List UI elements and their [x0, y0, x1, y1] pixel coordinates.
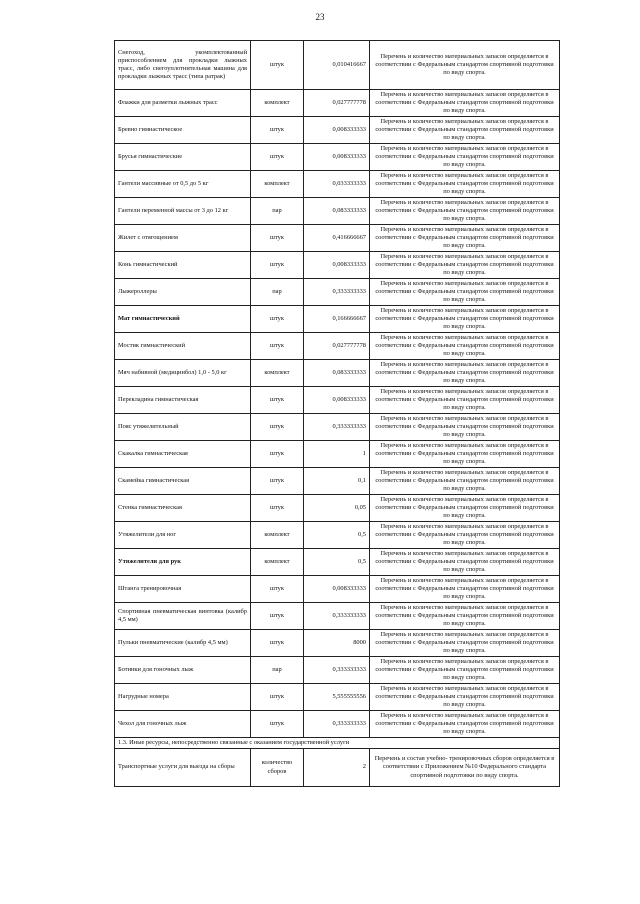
- page-number: 23: [315, 12, 325, 22]
- item-note: Перечень и состав учебно- тренировочных сборов определяется в соответствии с Приложением №10 Федерального стандарта спортивной подготовки по виду спорта.: [370, 749, 560, 787]
- item-note: Перечень и количество материальных запасов определяется в соответствии с Федеральным стандартом спортивной подготовки по виду спорта.: [370, 360, 560, 387]
- item-unit: комплект: [251, 549, 304, 576]
- item-unit: штук: [251, 306, 304, 333]
- item-unit: пар: [251, 657, 304, 684]
- item-unit: штук: [251, 225, 304, 252]
- item-name: Ботинки для гоночных лыж: [115, 657, 251, 684]
- item-quantity: 0,1: [304, 468, 370, 495]
- item-quantity: 0,333333333: [304, 711, 370, 738]
- item-name: Мат гимнастический: [115, 306, 251, 333]
- item-note: Перечень и количество материальных запасов определяется в соответствии с Федеральным стандартом спортивной подготовки по виду спорта.: [370, 711, 560, 738]
- item-note: Перечень и количество материальных запасов определяется в соответствии с Федеральным стандартом спортивной подготовки по виду спорта.: [370, 387, 560, 414]
- item-unit: штук: [251, 576, 304, 603]
- item-name: Брусья гимнастические: [115, 144, 251, 171]
- table-row: [115, 90, 560, 117]
- item-unit: количество сборов: [251, 749, 304, 787]
- item-name: Транспортные услуги для выезда на сборы: [115, 749, 251, 787]
- item-name: Чехол для гоночных лыж: [115, 711, 251, 738]
- item-note: Перечень и количество материальных запасов определяется в соответствии с Федеральным стандартом спортивной подготовки по виду спорта.: [370, 441, 560, 468]
- item-quantity: 0,033333333: [304, 171, 370, 198]
- item-note: Перечень и количество материальных запасов определяется в соответствии с Федеральным стандартом спортивной подготовки по виду спорта.: [370, 684, 560, 711]
- table-row: [115, 495, 560, 522]
- item-name: Мяч набивной (медицинбол) 1,0 - 5,0 кг: [115, 360, 251, 387]
- item-quantity: 0,010416667: [304, 41, 370, 90]
- item-name: Утяжелители для рук: [115, 549, 251, 576]
- table-row: [115, 333, 560, 360]
- item-name: Жилет с отягощением: [115, 225, 251, 252]
- item-quantity: 5,555555556: [304, 684, 370, 711]
- item-note: Перечень и количество материальных запасов определяется в соответствии с Федеральным стандартом спортивной подготовки по виду спорта.: [370, 576, 560, 603]
- item-note: Перечень и количество материальных запасов определяется в соответствии с Федеральным стандартом спортивной подготовки по виду спорта.: [370, 549, 560, 576]
- item-quantity: 0,008333333: [304, 576, 370, 603]
- item-name: Гантели переменной массы от 3 до 12 кг: [115, 198, 251, 225]
- item-note: Перечень и количество материальных запасов определяется в соответствии с Федеральным стандартом спортивной подготовки по виду спорта.: [370, 144, 560, 171]
- table-row: [115, 711, 560, 738]
- item-unit: штук: [251, 603, 304, 630]
- item-unit: пар: [251, 198, 304, 225]
- item-note: Перечень и количество материальных запасов определяется в соответствии с Федеральным стандартом спортивной подготовки по виду спорта.: [370, 333, 560, 360]
- item-name: Гантели массивные от 0,5 до 5 кг: [115, 171, 251, 198]
- item-unit: пар: [251, 279, 304, 306]
- section-heading: 1.3. Иные ресурсы, непосредственно связанные с оказанием государственной услуги: [115, 738, 560, 749]
- item-name: Конь гимнастический: [115, 252, 251, 279]
- item-note: Перечень и количество материальных запасов определяется в соответствии с Федеральным стандартом спортивной подготовки по виду спорта.: [370, 117, 560, 144]
- item-unit: штук: [251, 684, 304, 711]
- item-unit: комплект: [251, 90, 304, 117]
- table-row: [115, 41, 560, 90]
- item-unit: штук: [251, 414, 304, 441]
- item-quantity: 0,5: [304, 549, 370, 576]
- item-quantity: 0,083333333: [304, 360, 370, 387]
- table-row: [115, 171, 560, 198]
- table-row: [115, 414, 560, 441]
- item-unit: комплект: [251, 171, 304, 198]
- table-row: [115, 144, 560, 171]
- item-name: Мостик гимнастический: [115, 333, 251, 360]
- item-quantity: 0,333333333: [304, 657, 370, 684]
- item-quantity: 0,008333333: [304, 117, 370, 144]
- item-quantity: 0,166666667: [304, 306, 370, 333]
- resources-table-body: [115, 41, 560, 787]
- item-quantity: 0,5: [304, 522, 370, 549]
- item-note: Перечень и количество материальных запасов определяется в соответствии с Федеральным стандартом спортивной подготовки по виду спорта.: [370, 252, 560, 279]
- item-name: Пояс утяжелительный: [115, 414, 251, 441]
- table-row: [115, 576, 560, 603]
- item-quantity: 0,027777778: [304, 90, 370, 117]
- table-row: [115, 198, 560, 225]
- item-unit: штук: [251, 711, 304, 738]
- item-quantity: 0,333333333: [304, 603, 370, 630]
- item-quantity: 1: [304, 441, 370, 468]
- item-quantity: 8000: [304, 630, 370, 657]
- item-note: Перечень и количество материальных запасов определяется в соответствии с Федеральным стандартом спортивной подготовки по виду спорта.: [370, 171, 560, 198]
- item-unit: комплект: [251, 522, 304, 549]
- item-note: Перечень и количество материальных запасов определяется в соответствии с Федеральным стандартом спортивной подготовки по виду спорта.: [370, 198, 560, 225]
- table-row: [115, 630, 560, 657]
- item-unit: штук: [251, 387, 304, 414]
- item-name: Нагрудные номера: [115, 684, 251, 711]
- item-quantity: 0,027777778: [304, 333, 370, 360]
- item-quantity: 2: [304, 749, 370, 787]
- table-row: [115, 360, 560, 387]
- item-unit: штук: [251, 630, 304, 657]
- table-row: [115, 657, 560, 684]
- table-row: [115, 468, 560, 495]
- item-note: Перечень и количество материальных запасов определяется в соответствии с Федеральным стандартом спортивной подготовки по виду спорта.: [370, 603, 560, 630]
- item-note: Перечень и количество материальных запасов определяется в соответствии с Федеральным стандартом спортивной подготовки по виду спорта.: [370, 279, 560, 306]
- section-heading-row: [115, 738, 560, 749]
- item-quantity: 0,083333333: [304, 198, 370, 225]
- item-note: Перечень и количество материальных запасов определяется в соответствии с Федеральным стандартом спортивной подготовки по виду спорта.: [370, 495, 560, 522]
- item-name: Снегоход, укомплектованный приспособлением для прокладки лыжных трасс, либо снегоуплотнительная машина для прокладки лыжных трасс (типа ратрак): [115, 41, 251, 90]
- item-quantity: 0,008333333: [304, 387, 370, 414]
- item-name: Штанга тренировочная: [115, 576, 251, 603]
- item-unit: штук: [251, 41, 304, 90]
- item-quantity: 0,416666667: [304, 225, 370, 252]
- item-unit: штук: [251, 144, 304, 171]
- item-name: Перекладина гимнастическая: [115, 387, 251, 414]
- table-row: [115, 225, 560, 252]
- table-row: [115, 603, 560, 630]
- item-quantity: 0,333333333: [304, 279, 370, 306]
- table-row: [115, 117, 560, 144]
- item-note: Перечень и количество материальных запасов определяется в соответствии с Федеральным стандартом спортивной подготовки по виду спорта.: [370, 657, 560, 684]
- item-name: Спортивная пневматическая винтовка (калибр 4,5 мм): [115, 603, 251, 630]
- item-unit: штук: [251, 468, 304, 495]
- item-unit: штук: [251, 333, 304, 360]
- item-name: Бревно гимнастическое: [115, 117, 251, 144]
- item-note: Перечень и количество материальных запасов определяется в соответствии с Федеральным стандартом спортивной подготовки по виду спорта.: [370, 90, 560, 117]
- item-quantity: 0,05: [304, 495, 370, 522]
- item-note: Перечень и количество материальных запасов определяется в соответствии с Федеральным стандартом спортивной подготовки по виду спорта.: [370, 414, 560, 441]
- table-row: [115, 684, 560, 711]
- table-row: [115, 749, 560, 787]
- item-note: Перечень и количество материальных запасов определяется в соответствии с Федеральным стандартом спортивной подготовки по виду спорта.: [370, 225, 560, 252]
- table-row: [115, 387, 560, 414]
- item-quantity: 0,333333333: [304, 414, 370, 441]
- table-row: [115, 441, 560, 468]
- item-unit: комплект: [251, 360, 304, 387]
- item-note: Перечень и количество материальных запасов определяется в соответствии с Федеральным стандартом спортивной подготовки по виду спорта.: [370, 468, 560, 495]
- item-name: Флажки для разметки лыжных трасс: [115, 90, 251, 117]
- table-row: [115, 549, 560, 576]
- item-name: Утяжелители для ног: [115, 522, 251, 549]
- table-row: [115, 279, 560, 306]
- item-unit: штук: [251, 117, 304, 144]
- item-unit: штук: [251, 252, 304, 279]
- item-note: Перечень и количество материальных запасов определяется в соответствии с Федеральным стандартом спортивной подготовки по виду спорта.: [370, 306, 560, 333]
- item-quantity: 0,008333333: [304, 252, 370, 279]
- item-unit: штук: [251, 495, 304, 522]
- item-note: Перечень и количество материальных запасов определяется в соответствии с Федеральным стандартом спортивной подготовки по виду спорта.: [370, 630, 560, 657]
- item-note: Перечень и количество материальных запасов определяется в соответствии с Федеральным стандартом спортивной подготовки по виду спорта.: [370, 41, 560, 90]
- table-row: [115, 306, 560, 333]
- resources-table: [114, 40, 560, 787]
- item-name: Пульки пневматические (калибр 4,5 мм): [115, 630, 251, 657]
- item-name: Лыжероллеры: [115, 279, 251, 306]
- item-name: Стенка гимнастическая: [115, 495, 251, 522]
- item-note: Перечень и количество материальных запасов определяется в соответствии с Федеральным стандартом спортивной подготовки по виду спорта.: [370, 522, 560, 549]
- table-row: [115, 252, 560, 279]
- item-name: Скакалка гимнастическая: [115, 441, 251, 468]
- item-unit: штук: [251, 441, 304, 468]
- table-row: [115, 522, 560, 549]
- item-name: Скамейка гимнастическая: [115, 468, 251, 495]
- item-quantity: 0,008333333: [304, 144, 370, 171]
